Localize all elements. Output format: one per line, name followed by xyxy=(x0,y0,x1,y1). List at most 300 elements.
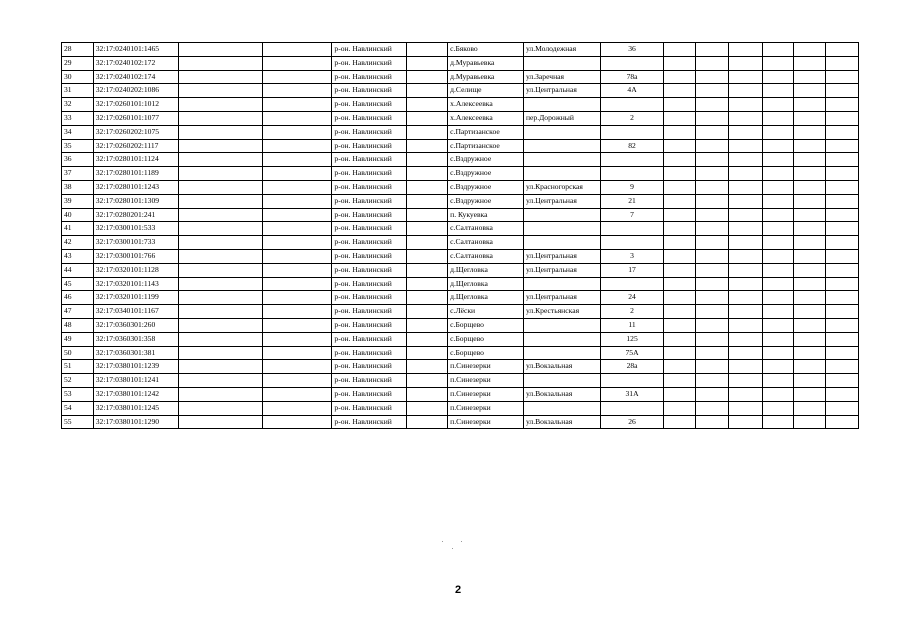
empty-cell xyxy=(664,318,696,332)
empty-cell xyxy=(696,360,729,374)
empty-cell xyxy=(794,291,826,305)
empty-cell xyxy=(664,415,696,429)
empty-cell xyxy=(696,346,729,360)
empty-cell xyxy=(826,277,859,291)
street-cell xyxy=(523,153,600,167)
empty-cell xyxy=(664,70,696,84)
empty-cell xyxy=(762,291,794,305)
settlement-cell: с.Лёски xyxy=(448,305,524,319)
empty-cell xyxy=(762,125,794,139)
district-cell: р-он. Навлинский xyxy=(332,401,407,415)
empty-cell xyxy=(826,180,859,194)
empty-cell xyxy=(407,236,448,250)
empty-cell xyxy=(762,180,794,194)
street-cell: ул.Красногорская xyxy=(523,180,600,194)
settlement-cell: д.Щегловка xyxy=(448,291,524,305)
row-number-cell: 44 xyxy=(62,263,94,277)
empty-cell xyxy=(728,153,762,167)
empty-cell xyxy=(664,236,696,250)
empty-cell xyxy=(178,374,262,388)
empty-cell xyxy=(664,263,696,277)
empty-cell xyxy=(262,332,332,346)
cadastral-number-cell: 32:17:0280101:1189 xyxy=(93,167,178,181)
table-row xyxy=(62,318,859,332)
district-cell: р-он. Навлинский xyxy=(332,139,407,153)
empty-cell xyxy=(696,415,729,429)
property-register-table xyxy=(61,42,859,429)
district-cell: р-он. Навлинский xyxy=(332,277,407,291)
table-row xyxy=(62,222,859,236)
empty-cell xyxy=(762,98,794,112)
house-number-cell: 28а xyxy=(600,360,664,374)
empty-cell xyxy=(762,374,794,388)
empty-cell xyxy=(826,249,859,263)
empty-cell xyxy=(826,291,859,305)
cadastral-number-cell: 32:17:0260101:1077 xyxy=(93,111,178,125)
empty-cell xyxy=(728,387,762,401)
empty-cell xyxy=(262,387,332,401)
empty-cell xyxy=(262,318,332,332)
street-cell xyxy=(523,277,600,291)
district-cell: р-он. Навлинский xyxy=(332,125,407,139)
table-row xyxy=(62,263,859,277)
empty-cell xyxy=(826,401,859,415)
cadastral-number-cell: 32:17:0240202:1086 xyxy=(93,84,178,98)
empty-cell xyxy=(762,318,794,332)
empty-cell xyxy=(826,70,859,84)
empty-cell xyxy=(696,222,729,236)
empty-cell xyxy=(696,84,729,98)
district-cell: р-он. Навлинский xyxy=(332,346,407,360)
row-number-cell: 30 xyxy=(62,70,94,84)
table-row xyxy=(62,249,859,263)
district-cell: р-он. Навлинский xyxy=(332,56,407,70)
empty-cell xyxy=(696,263,729,277)
empty-cell xyxy=(178,346,262,360)
table-row xyxy=(62,360,859,374)
street-cell: ул.Вокзальная xyxy=(523,387,600,401)
empty-cell xyxy=(794,43,826,57)
empty-cell xyxy=(728,56,762,70)
empty-cell xyxy=(762,139,794,153)
empty-cell xyxy=(794,346,826,360)
empty-cell xyxy=(826,84,859,98)
empty-cell xyxy=(826,346,859,360)
empty-cell xyxy=(728,167,762,181)
empty-cell xyxy=(178,401,262,415)
empty-cell xyxy=(728,346,762,360)
row-number-cell: 55 xyxy=(62,415,94,429)
empty-cell xyxy=(826,153,859,167)
empty-cell xyxy=(762,346,794,360)
row-number-cell: 53 xyxy=(62,387,94,401)
empty-cell xyxy=(794,360,826,374)
row-number-cell: 36 xyxy=(62,153,94,167)
cadastral-number-cell: 32:17:0300101:733 xyxy=(93,236,178,250)
row-number-cell: 47 xyxy=(62,305,94,319)
house-number-cell: 82 xyxy=(600,139,664,153)
empty-cell xyxy=(262,194,332,208)
empty-cell xyxy=(262,360,332,374)
empty-cell xyxy=(794,98,826,112)
row-number-cell: 51 xyxy=(62,360,94,374)
settlement-cell: д.Муравьевка xyxy=(448,56,524,70)
settlement-cell: п. Кукуевка xyxy=(448,208,524,222)
empty-cell xyxy=(664,56,696,70)
empty-cell xyxy=(178,305,262,319)
row-number-cell: 33 xyxy=(62,111,94,125)
empty-cell xyxy=(696,180,729,194)
empty-cell xyxy=(664,43,696,57)
cadastral-number-cell: 32:17:0240102:172 xyxy=(93,56,178,70)
table-row xyxy=(62,346,859,360)
table-row xyxy=(62,208,859,222)
page-number: 2 xyxy=(455,584,462,596)
street-cell: ул.Центральная xyxy=(523,194,600,208)
table-row xyxy=(62,111,859,125)
empty-cell xyxy=(664,374,696,388)
empty-cell xyxy=(407,305,448,319)
house-number-cell: 17 xyxy=(600,263,664,277)
street-cell: пер.Дорожный xyxy=(523,111,600,125)
cadastral-number-cell: 32:17:0360301:381 xyxy=(93,346,178,360)
empty-cell xyxy=(728,291,762,305)
empty-cell xyxy=(262,374,332,388)
settlement-cell: х.Алексеевка xyxy=(448,98,524,112)
empty-cell xyxy=(664,167,696,181)
empty-cell xyxy=(826,332,859,346)
empty-cell xyxy=(696,111,729,125)
empty-cell xyxy=(826,236,859,250)
empty-cell xyxy=(696,167,729,181)
empty-cell xyxy=(178,194,262,208)
table-row xyxy=(62,332,859,346)
empty-cell xyxy=(696,139,729,153)
row-number-cell: 43 xyxy=(62,249,94,263)
settlement-cell: с.Борщево xyxy=(448,346,524,360)
district-cell: р-он. Навлинский xyxy=(332,318,407,332)
row-number-cell: 52 xyxy=(62,374,94,388)
table-row xyxy=(62,153,859,167)
empty-cell xyxy=(794,305,826,319)
settlement-cell: с.Вздружное xyxy=(448,194,524,208)
empty-cell xyxy=(664,401,696,415)
empty-cell xyxy=(178,70,262,84)
table-row xyxy=(62,291,859,305)
empty-cell xyxy=(794,401,826,415)
empty-cell xyxy=(696,249,729,263)
table-row xyxy=(62,236,859,250)
empty-cell xyxy=(728,208,762,222)
empty-cell xyxy=(826,125,859,139)
house-number-cell xyxy=(600,401,664,415)
empty-cell xyxy=(664,139,696,153)
empty-cell xyxy=(664,153,696,167)
empty-cell xyxy=(826,111,859,125)
empty-cell xyxy=(178,111,262,125)
row-number-cell: 41 xyxy=(62,222,94,236)
empty-cell xyxy=(826,208,859,222)
empty-cell xyxy=(178,98,262,112)
house-number-cell xyxy=(600,277,664,291)
settlement-cell: п.Синезерки xyxy=(448,415,524,429)
empty-cell xyxy=(826,387,859,401)
table-row xyxy=(62,277,859,291)
empty-cell xyxy=(407,43,448,57)
empty-cell xyxy=(826,318,859,332)
empty-cell xyxy=(794,374,826,388)
empty-cell xyxy=(794,208,826,222)
empty-cell xyxy=(696,318,729,332)
house-number-cell: 3 xyxy=(600,249,664,263)
scan-speck xyxy=(461,541,462,542)
settlement-cell: с.Партизанское xyxy=(448,139,524,153)
table-row xyxy=(62,139,859,153)
house-number-cell xyxy=(600,153,664,167)
empty-cell xyxy=(762,387,794,401)
row-number-cell: 50 xyxy=(62,346,94,360)
empty-cell xyxy=(178,180,262,194)
empty-cell xyxy=(407,291,448,305)
district-cell: р-он. Навлинский xyxy=(332,98,407,112)
cadastral-number-cell: 32:17:0280101:1309 xyxy=(93,194,178,208)
empty-cell xyxy=(762,208,794,222)
empty-cell xyxy=(728,180,762,194)
empty-cell xyxy=(664,387,696,401)
empty-cell xyxy=(696,70,729,84)
empty-cell xyxy=(262,236,332,250)
empty-cell xyxy=(728,43,762,57)
cadastral-number-cell: 32:17:0360301:358 xyxy=(93,332,178,346)
empty-cell xyxy=(262,167,332,181)
house-number-cell: 31А xyxy=(600,387,664,401)
empty-cell xyxy=(664,98,696,112)
district-cell: р-он. Навлинский xyxy=(332,208,407,222)
empty-cell xyxy=(178,208,262,222)
empty-cell xyxy=(262,263,332,277)
settlement-cell: д.Муравьевка xyxy=(448,70,524,84)
empty-cell xyxy=(664,360,696,374)
empty-cell xyxy=(262,180,332,194)
empty-cell xyxy=(262,222,332,236)
empty-cell xyxy=(178,291,262,305)
empty-cell xyxy=(178,125,262,139)
table-row xyxy=(62,43,859,57)
house-number-cell xyxy=(600,236,664,250)
empty-cell xyxy=(664,222,696,236)
district-cell: р-он. Навлинский xyxy=(332,249,407,263)
cadastral-number-cell: 32:17:0260202:1117 xyxy=(93,139,178,153)
table-row xyxy=(62,387,859,401)
house-number-cell xyxy=(600,56,664,70)
empty-cell xyxy=(728,401,762,415)
empty-cell xyxy=(728,84,762,98)
empty-cell xyxy=(794,56,826,70)
empty-cell xyxy=(407,249,448,263)
street-cell xyxy=(523,208,600,222)
empty-cell xyxy=(178,332,262,346)
district-cell: р-он. Навлинский xyxy=(332,180,407,194)
empty-cell xyxy=(407,139,448,153)
district-cell: р-он. Навлинский xyxy=(332,111,407,125)
table-row xyxy=(62,98,859,112)
scan-speck xyxy=(452,548,453,549)
empty-cell xyxy=(696,56,729,70)
row-number-cell: 32 xyxy=(62,98,94,112)
empty-cell xyxy=(696,194,729,208)
row-number-cell: 37 xyxy=(62,167,94,181)
empty-cell xyxy=(762,153,794,167)
empty-cell xyxy=(178,222,262,236)
empty-cell xyxy=(696,153,729,167)
empty-cell xyxy=(178,387,262,401)
empty-cell xyxy=(762,332,794,346)
empty-cell xyxy=(262,346,332,360)
empty-cell xyxy=(794,70,826,84)
cadastral-number-cell: 32:17:0320101:1143 xyxy=(93,277,178,291)
empty-cell xyxy=(178,153,262,167)
row-number-cell: 42 xyxy=(62,236,94,250)
empty-cell xyxy=(696,401,729,415)
cadastral-number-cell: 32:17:0320101:1128 xyxy=(93,263,178,277)
empty-cell xyxy=(728,139,762,153)
empty-cell xyxy=(728,318,762,332)
table-row xyxy=(62,194,859,208)
empty-cell xyxy=(262,139,332,153)
empty-cell xyxy=(762,194,794,208)
empty-cell xyxy=(728,125,762,139)
empty-cell xyxy=(762,305,794,319)
empty-cell xyxy=(407,208,448,222)
empty-cell xyxy=(262,70,332,84)
house-number-cell: 4А xyxy=(600,84,664,98)
empty-cell xyxy=(794,415,826,429)
cadastral-number-cell: 32:17:0380101:1242 xyxy=(93,387,178,401)
settlement-cell: с.Салтановка xyxy=(448,249,524,263)
district-cell: р-он. Навлинский xyxy=(332,291,407,305)
district-cell: р-он. Навлинский xyxy=(332,43,407,57)
empty-cell xyxy=(728,415,762,429)
empty-cell xyxy=(262,249,332,263)
empty-cell xyxy=(728,263,762,277)
cadastral-number-cell: 32:17:0320101:1199 xyxy=(93,291,178,305)
empty-cell xyxy=(826,167,859,181)
settlement-cell: с.Вздружное xyxy=(448,167,524,181)
house-number-cell: 11 xyxy=(600,318,664,332)
street-cell: ул.Центральная xyxy=(523,263,600,277)
empty-cell xyxy=(728,277,762,291)
row-number-cell: 29 xyxy=(62,56,94,70)
empty-cell xyxy=(407,153,448,167)
table-row xyxy=(62,374,859,388)
empty-cell xyxy=(407,56,448,70)
empty-cell xyxy=(262,125,332,139)
empty-cell xyxy=(728,374,762,388)
empty-cell xyxy=(262,153,332,167)
house-number-cell: 26 xyxy=(600,415,664,429)
empty-cell xyxy=(407,125,448,139)
table-row xyxy=(62,401,859,415)
house-number-cell: 75А xyxy=(600,346,664,360)
scan-speck xyxy=(442,541,443,542)
empty-cell xyxy=(762,401,794,415)
empty-cell xyxy=(762,415,794,429)
empty-cell xyxy=(262,401,332,415)
street-cell: ул.Крестьянская xyxy=(523,305,600,319)
cadastral-number-cell: 32:17:0300101:533 xyxy=(93,222,178,236)
empty-cell xyxy=(407,277,448,291)
empty-cell xyxy=(826,415,859,429)
empty-cell xyxy=(696,332,729,346)
settlement-cell: д.Селище xyxy=(448,84,524,98)
empty-cell xyxy=(407,84,448,98)
empty-cell xyxy=(262,111,332,125)
table-row xyxy=(62,84,859,98)
cadastral-number-cell: 32:17:0380101:1241 xyxy=(93,374,178,388)
house-number-cell: 24 xyxy=(600,291,664,305)
row-number-cell: 38 xyxy=(62,180,94,194)
empty-cell xyxy=(664,111,696,125)
empty-cell xyxy=(262,56,332,70)
row-number-cell: 46 xyxy=(62,291,94,305)
street-cell xyxy=(523,139,600,153)
empty-cell xyxy=(696,374,729,388)
empty-cell xyxy=(664,305,696,319)
empty-cell xyxy=(728,194,762,208)
empty-cell xyxy=(178,84,262,98)
cadastral-number-cell: 32:17:0380101:1290 xyxy=(93,415,178,429)
district-cell: р-он. Навлинский xyxy=(332,70,407,84)
empty-cell xyxy=(178,415,262,429)
empty-cell xyxy=(728,360,762,374)
empty-cell xyxy=(696,291,729,305)
row-number-cell: 48 xyxy=(62,318,94,332)
empty-cell xyxy=(696,208,729,222)
empty-cell xyxy=(762,277,794,291)
empty-cell xyxy=(794,332,826,346)
empty-cell xyxy=(826,305,859,319)
empty-cell xyxy=(826,263,859,277)
empty-cell xyxy=(762,167,794,181)
settlement-cell: с.Борщево xyxy=(448,332,524,346)
empty-cell xyxy=(664,84,696,98)
empty-cell xyxy=(762,111,794,125)
settlement-cell: п.Синезерки xyxy=(448,387,524,401)
empty-cell xyxy=(826,43,859,57)
cadastral-number-cell: 32:17:0300101:766 xyxy=(93,249,178,263)
house-number-cell: 36 xyxy=(600,43,664,57)
street-cell: ул.Вокзальная xyxy=(523,415,600,429)
house-number-cell: 2 xyxy=(600,305,664,319)
house-number-cell xyxy=(600,374,664,388)
empty-cell xyxy=(728,305,762,319)
settlement-cell: с.Партизанское xyxy=(448,125,524,139)
empty-cell xyxy=(762,249,794,263)
empty-cell xyxy=(407,318,448,332)
empty-cell xyxy=(794,249,826,263)
empty-cell xyxy=(762,84,794,98)
empty-cell xyxy=(407,387,448,401)
district-cell: р-он. Навлинский xyxy=(332,167,407,181)
house-number-cell: 9 xyxy=(600,180,664,194)
settlement-cell: с.Вздружное xyxy=(448,153,524,167)
empty-cell xyxy=(794,167,826,181)
empty-cell xyxy=(794,194,826,208)
empty-cell xyxy=(407,194,448,208)
empty-cell xyxy=(407,111,448,125)
street-cell xyxy=(523,125,600,139)
table-row xyxy=(62,70,859,84)
